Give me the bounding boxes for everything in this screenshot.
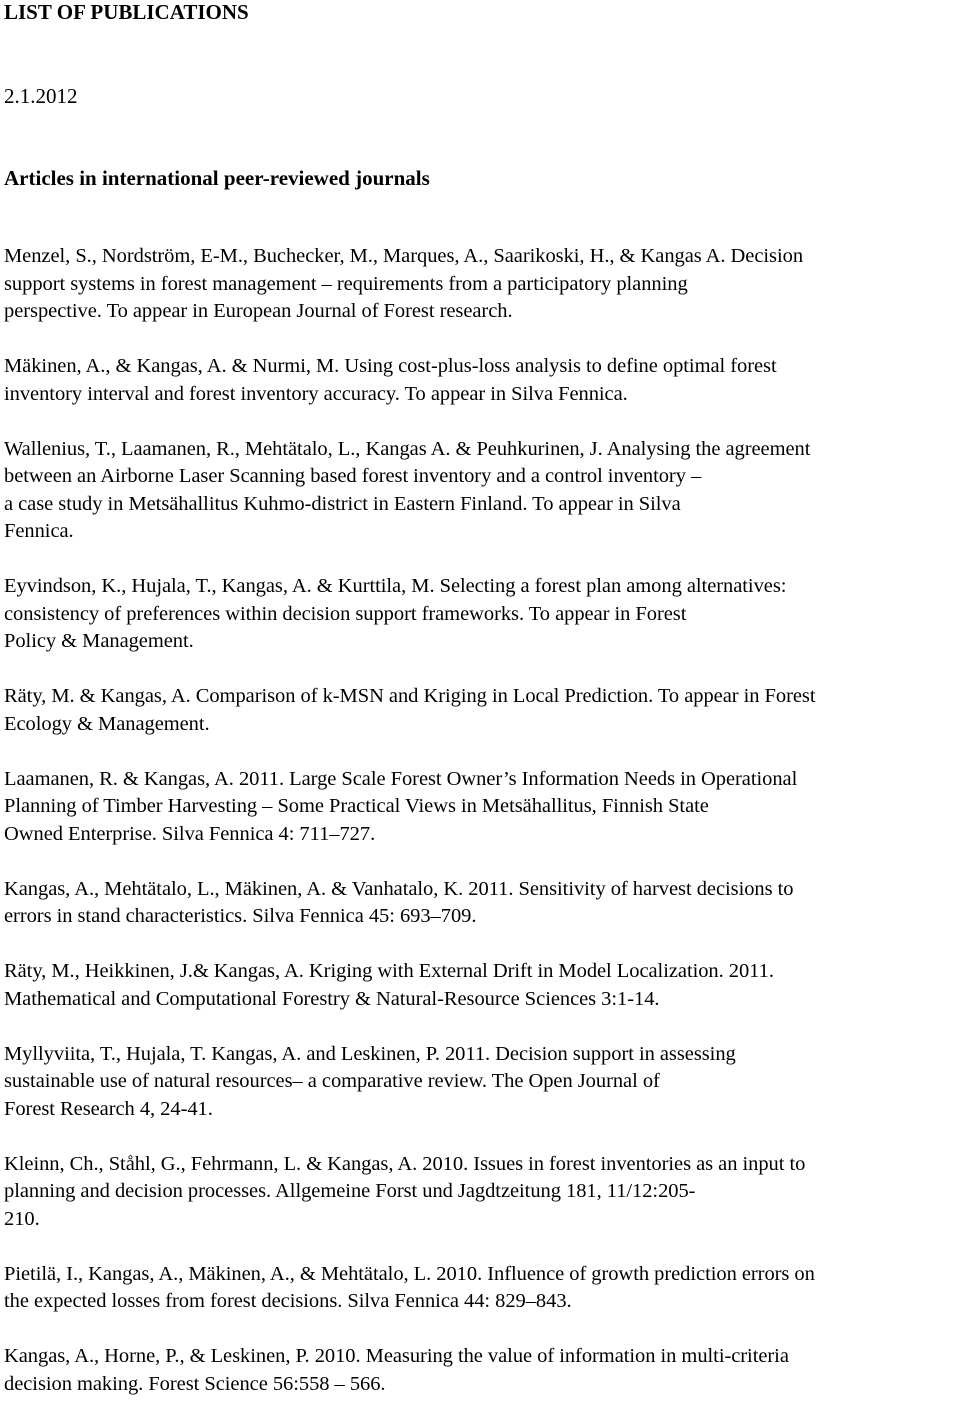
reference-line: Mäkinen, A., & Kangas, A. & Nurmi, M. Using cost-plus-loss analysis to define optimal forest xyxy=(4,355,777,377)
reference-line: Fennica. xyxy=(4,520,74,542)
reference-line: Laamanen, R. & Kangas, A. 2011. Large Scale Forest Owner’s Information Needs in Operational xyxy=(4,767,798,790)
section-heading: Articles in international peer-reviewed journals xyxy=(4,166,430,190)
reference-line: consistency of preferences within decision support frameworks. To appear in Forest xyxy=(4,602,687,625)
reference-line: Räty, M., Heikkinen, J.& Kangas, A. Kriging with External Drift in Model Localization. 2011. xyxy=(4,960,774,982)
reference-line: Räty, M. & Kangas, A. Comparison of k-MSN and Kriging in Local Prediction. To appear in Forest xyxy=(4,685,816,707)
reference-line: support systems in forest management – requirements from a participatory planning xyxy=(4,272,688,295)
reference-line: Menzel, S., Nordström, E-M., Buchecker, M., Marques, A., Saarikoski, H., & Kangas A. Decision xyxy=(4,245,804,267)
reference-entry xyxy=(4,1261,960,1316)
reference-entry xyxy=(4,766,960,849)
reference-entry xyxy=(4,683,960,738)
reference-line: 210. xyxy=(4,1207,40,1230)
reference-entry xyxy=(4,1151,960,1234)
reference-entry xyxy=(4,353,960,408)
reference-line: Policy & Management. xyxy=(4,630,194,652)
reference-line: Kangas, A., Horne, P., & Leskinen, P. 2010. Measuring the value of information in multi-criteria xyxy=(4,1345,789,1367)
reference-line: the expected losses from forest decisions. Silva Fennica 44: 829–843. xyxy=(4,1290,572,1312)
reference-line: Wallenius, T., Laamanen, R., Mehtätalo, L., Kangas A. & Peuhkurinen, J. Analysing the agreement xyxy=(4,437,811,460)
reference-line: Mathematical and Computational Forestry & Natural-Resource Sciences 3:1-14. xyxy=(4,987,660,1010)
reference-line: Kangas, A., Mehtätalo, L., Mäkinen, A. & Vanhatalo, K. 2011. Sensitivity of harvest decisions to xyxy=(4,877,794,900)
reference-line: Eyvindson, K., Hujala, T., Kangas, A. & Kurttila, M. Selecting a forest plan among alternatives: xyxy=(4,575,787,597)
reference-line: Ecology & Management. xyxy=(4,712,210,735)
reference-line: decision making. Forest Science 56:558 – 566. xyxy=(4,1372,386,1395)
reference-line: Planning of Timber Harvesting – Some Practical Views in Metsähallitus, Finnish State xyxy=(4,795,709,817)
reference-line: between an Airborne Laser Scanning based forest inventory and a control inventory – xyxy=(4,465,702,487)
reference-line: inventory interval and forest inventory accuracy. To appear in Silva Fennica. xyxy=(4,382,628,405)
document-date: 2.1.2012 xyxy=(4,84,78,108)
reference-line: errors in stand characteristics. Silva Fennica 45: 693–709. xyxy=(4,905,477,927)
reference-entry xyxy=(4,958,960,1013)
reference-line: a case study in Metsähallitus Kuhmo-district in Eastern Finland. To appear in Silva xyxy=(4,492,681,515)
reference-entry xyxy=(4,573,960,656)
reference-line: planning and decision processes. Allgemeine Forst und Jagdtzeitung 181, 11/12:205- xyxy=(4,1180,696,1202)
reference-entry xyxy=(4,243,960,326)
reference-line: Forest Research 4, 24-41. xyxy=(4,1097,213,1120)
reference-entry xyxy=(4,1041,960,1124)
reference-entry xyxy=(4,1343,960,1398)
reference-line: sustainable use of natural resources– a comparative review. The Open Journal of xyxy=(4,1070,660,1092)
reference-line: Owned Enterprise. Silva Fennica 4: 711–727. xyxy=(4,822,376,845)
document-title: LIST OF PUBLICATIONS xyxy=(4,0,249,24)
reference-entry xyxy=(4,436,960,546)
reference-line: Pietilä, I., Kangas, A., Mäkinen, A., & Mehtätalo, L. 2010. Influence of growth prediction errors on xyxy=(4,1262,815,1285)
reference-entry xyxy=(4,876,960,931)
reference-line: Kleinn, Ch., Ståhl, G., Fehrmann, L. & Kangas, A. 2010. Issues in forest inventories as an input to xyxy=(4,1152,806,1175)
reference-list xyxy=(4,243,960,1426)
reference-line: Myllyviita, T., Hujala, T. Kangas, A. and Leskinen, P. 2011. Decision support in assessing xyxy=(4,1042,736,1065)
reference-line: perspective. To appear in European Journal of Forest research. xyxy=(4,300,513,322)
